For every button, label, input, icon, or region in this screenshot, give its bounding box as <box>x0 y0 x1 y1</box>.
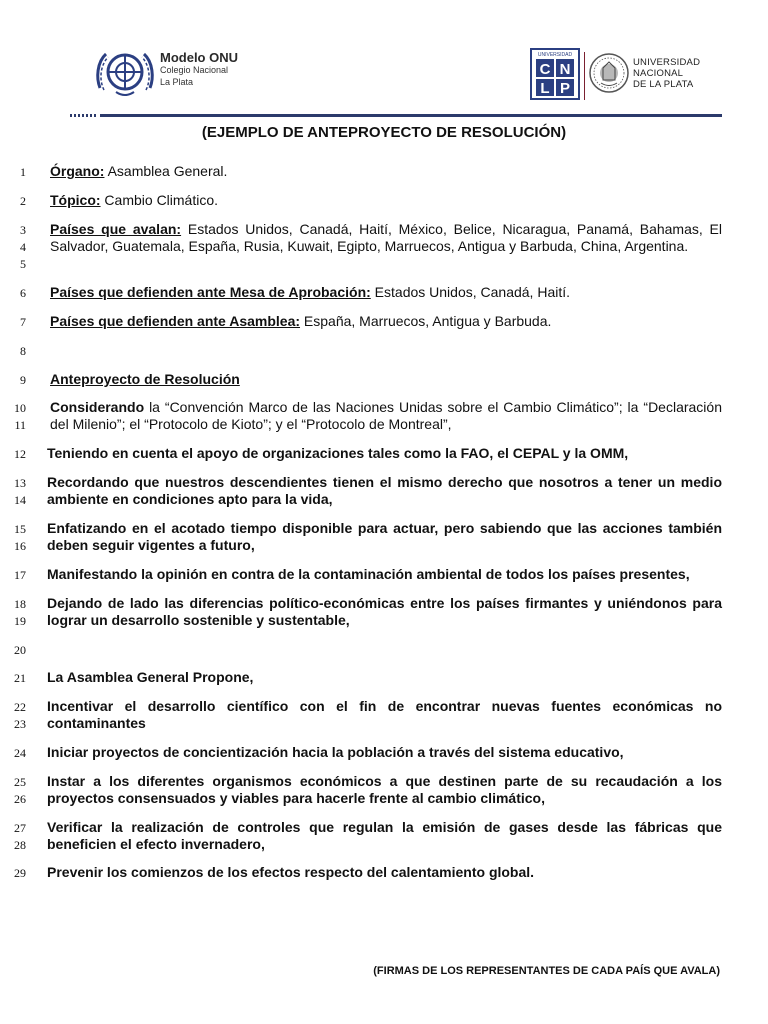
propone-heading-text: La Asamblea General Propone, <box>47 669 254 685</box>
cnlp-letter-p: P <box>559 80 571 97</box>
organo-value: Asamblea General. <box>104 163 228 179</box>
line-number: 4 <box>20 240 26 254</box>
unlp-seal-icon <box>588 50 630 101</box>
recordando-text: que nuestros descendientes tienen el mismo derecho que nosotros a tener un medio ambiente en condiciones apto para la vida, <box>47 474 722 507</box>
recordando-paragraph <box>47 474 722 508</box>
line-number: 1 <box>20 165 26 179</box>
topico-value: Cambio Climático. <box>100 192 219 208</box>
dejando-paragraph <box>47 595 722 629</box>
cnlp-letter-c: C <box>539 61 551 78</box>
manifestando-line <box>47 566 690 583</box>
organo-label: Órgano: <box>50 163 105 179</box>
prevenir-line <box>47 864 534 881</box>
line-number: 17 <box>14 568 26 582</box>
instar-text: a los diferentes organismos económicos a que destinen parte de su recaudación a los proyectos consensuados y viables para hacerle frente al cambio climático, <box>47 773 722 806</box>
cnlp-letter-l: L <box>540 80 550 97</box>
line-number: 9 <box>20 373 26 387</box>
logo-divider <box>584 52 585 100</box>
organo-line <box>50 163 227 180</box>
asamblea-label: Países que defienden ante Asamblea: <box>50 313 301 329</box>
propone-heading <box>47 669 253 686</box>
cnlp-logo-icon <box>530 48 580 105</box>
line-number: 6 <box>20 286 26 300</box>
considerando-text: la “Convención Marco de las Naciones Unidas sobre el Cambio Climático”; la “Declaración del Milenio”; el “Protocolo de Kioto”; y el “Protocolo de Montreal”, <box>50 399 722 432</box>
section-heading-text: Anteproyecto de Resolución <box>50 371 240 387</box>
enfatizando-paragraph <box>47 520 722 554</box>
unlp-line3: DE LA PLATA <box>633 79 694 90</box>
line-number: 16 <box>14 539 26 553</box>
asamblea-value: España, Marruecos, Antigua y Barbuda. <box>300 313 552 329</box>
manifestando-text: la opinión en contra de la contaminación ambiental de todos los países presentes, <box>137 566 690 582</box>
unlp-name <box>633 57 700 90</box>
line-number: 3 <box>20 223 26 237</box>
incentivar-paragraph <box>47 698 722 732</box>
line-number: 23 <box>14 717 26 731</box>
line-number: 21 <box>14 671 26 685</box>
modelo-onu-text <box>160 52 238 88</box>
header-rule-dots <box>70 114 98 117</box>
line-number: 8 <box>20 344 26 358</box>
line-number: 13 <box>14 476 26 490</box>
line-number: 14 <box>14 493 26 507</box>
incentivar-label: Incentivar <box>47 698 114 714</box>
prevenir-text: los comienzos de los efectos respecto del calentamiento global. <box>103 864 535 880</box>
unlp-line1: UNIVERSIDAD <box>633 57 701 68</box>
line-number: 19 <box>14 614 26 628</box>
signature-footer: (FIRMAS DE LOS REPRESENTANTES DE CADA PAÍS QUE AVALA) <box>373 965 720 977</box>
considerando-paragraph <box>50 399 722 433</box>
manifestando-label: Manifestando <box>47 566 138 582</box>
instar-label: Instar <box>47 773 86 789</box>
cnlp-letter-n: N <box>559 61 571 78</box>
dejando-label: Dejando de lado <box>47 595 159 611</box>
verificar-label: Verificar <box>47 819 103 835</box>
modelo-line1: Colegio Nacional <box>160 65 229 75</box>
line-number: 10 <box>14 401 26 415</box>
section-heading <box>50 371 240 388</box>
verificar-paragraph <box>47 819 722 853</box>
avalan-label: Países que avalan: <box>50 221 182 237</box>
line-number: 25 <box>14 775 26 789</box>
verificar-text: la realización de controles que regulan la emisión de gases desde las fábricas que beneficien el efecto invernadero, <box>47 819 722 852</box>
recordando-label: Recordando <box>47 474 129 490</box>
avalan-value: Estados Unidos, Canadá, Haití, México, Belice, Nicaragua, Panamá, Bahamas, El Salvador, Guatemala, España, Rusia, Kuwait, Egipto, Marruecos, Antigua y Barbuda, China, Argentina. <box>50 221 722 254</box>
instar-paragraph <box>47 773 722 807</box>
line-number: 5 <box>20 257 26 271</box>
topico-label: Tópico: <box>50 192 101 208</box>
line-number: 22 <box>14 700 26 714</box>
iniciar-label: Iniciar <box>47 744 89 760</box>
mesa-label: Países que defienden ante Mesa de Aprobación: <box>50 284 371 300</box>
dejando-text: las diferencias político-económicas entre los países firmantes y uniéndonos para lograr un desarrollo sostenible y sustentable, <box>47 595 722 628</box>
teniendo-text: el apoyo de organizaciones tales como la FAO, el CEPAL y la OMM, <box>177 445 629 461</box>
line-number: 28 <box>14 838 26 852</box>
modelo-line2: La Plata <box>160 77 194 87</box>
line-number: 29 <box>14 866 26 880</box>
iniciar-line <box>47 744 624 761</box>
line-number: 26 <box>14 792 26 806</box>
line-number: 27 <box>14 821 26 835</box>
enfatizando-label: Enfatizando <box>47 520 127 536</box>
unlp-line2: NACIONAL <box>633 68 684 79</box>
cnlp-top-text: UNIVERSIDAD <box>537 52 573 58</box>
teniendo-label: Teniendo en cuenta <box>47 445 178 461</box>
un-emblem-icon <box>94 48 156 100</box>
teniendo-line <box>47 445 628 462</box>
line-number: 15 <box>14 522 26 536</box>
document-title: (EJEMPLO DE ANTEPROYECTO DE RESOLUCIÓN) <box>201 124 567 141</box>
incentivar-text: el desarrollo científico con el fin de encontrar nuevas fuentes económicas no contaminantes <box>47 698 722 731</box>
line-number: 24 <box>14 746 26 760</box>
avalan-paragraph <box>50 221 722 255</box>
line-number: 7 <box>20 315 26 329</box>
line-number: 20 <box>14 643 26 657</box>
asamblea-line <box>50 313 551 330</box>
page-header <box>0 0 768 120</box>
line-number: 18 <box>14 597 26 611</box>
line-number: 2 <box>20 194 26 208</box>
considerando-label: Considerando <box>50 399 145 415</box>
topico-line <box>50 192 218 209</box>
prevenir-label: Prevenir <box>47 864 104 880</box>
modelo-title: Modelo ONU <box>160 50 238 65</box>
iniciar-text: proyectos de concientización hacia la población a través del sistema educativo, <box>88 744 624 760</box>
header-rule <box>100 114 722 117</box>
mesa-value: Estados Unidos, Canadá, Haití. <box>370 284 571 300</box>
enfatizando-text: en el acotado tiempo disponible para actuar, pero sabiendo que las acciones también deben seguir vigentes a futuro, <box>47 520 722 553</box>
line-number: 11 <box>14 418 26 432</box>
line-number: 12 <box>14 447 26 461</box>
mesa-line <box>50 284 570 301</box>
